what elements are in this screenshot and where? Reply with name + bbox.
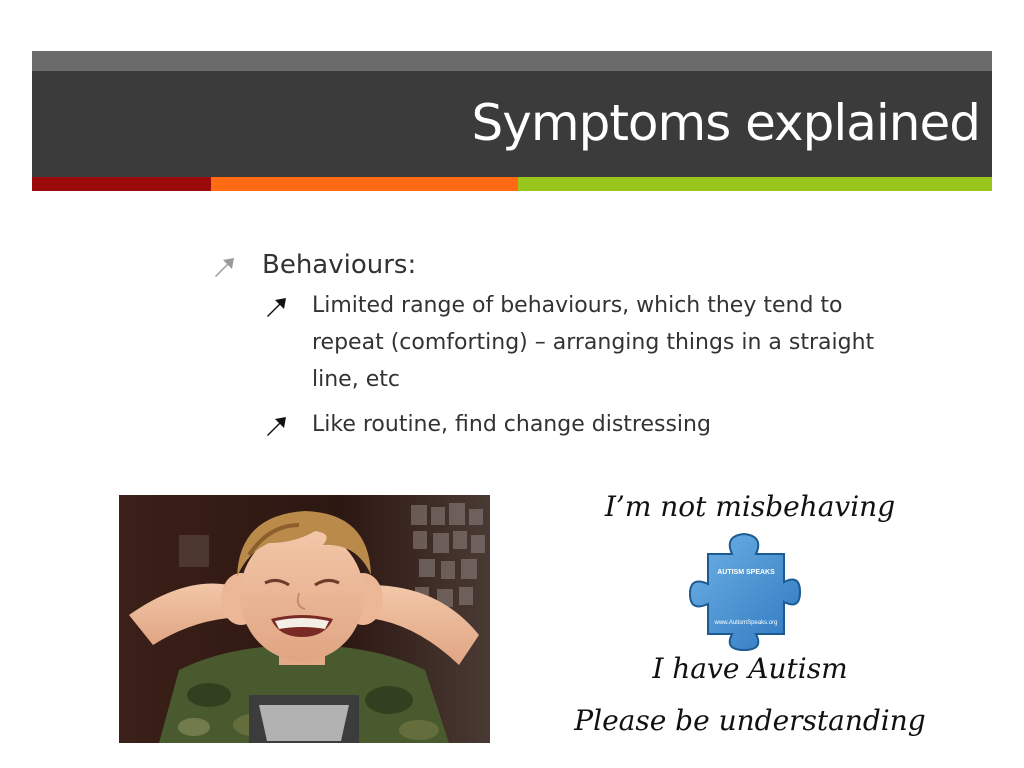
bullet-heading: Behaviours: <box>262 250 417 280</box>
accent-stripe-green <box>518 177 992 191</box>
sub-bullet-text: Like routine, find change distressing <box>312 412 711 437</box>
awareness-line-3: Please be understanding <box>574 704 926 737</box>
puzzle-label-top: AUTISM SPEAKS <box>717 569 775 576</box>
black-arrow-bullet-icon <box>262 414 290 438</box>
photo-illustration <box>119 495 490 743</box>
bullet-list <box>210 245 970 443</box>
awareness-line-1: I’m not misbehaving <box>604 490 896 523</box>
sub-bullet-item <box>262 406 912 443</box>
bullet-behaviours <box>210 245 970 285</box>
grey-arrow-bullet-icon <box>210 255 238 279</box>
puzzle-label-bottom: www.AutismSpeaks.org <box>714 620 778 626</box>
puzzle-piece-logo-icon <box>688 530 802 652</box>
accent-stripe-red <box>32 177 211 191</box>
black-arrow-bullet-icon <box>262 295 290 319</box>
header-band <box>32 71 992 177</box>
slide-title: Symptoms explained <box>471 94 980 152</box>
header-top-band <box>32 51 992 71</box>
awareness-line-2: I have Autism <box>652 652 848 685</box>
autism-awareness-graphic <box>560 490 940 750</box>
sub-bullet-text: Limited range of behaviours, which they tend to repeat (comforting) – arranging things in a straight line, etc <box>312 293 875 392</box>
sub-bullet-item <box>262 287 912 398</box>
boy-covering-ears-photo <box>119 495 490 743</box>
accent-stripe-orange <box>211 177 518 191</box>
